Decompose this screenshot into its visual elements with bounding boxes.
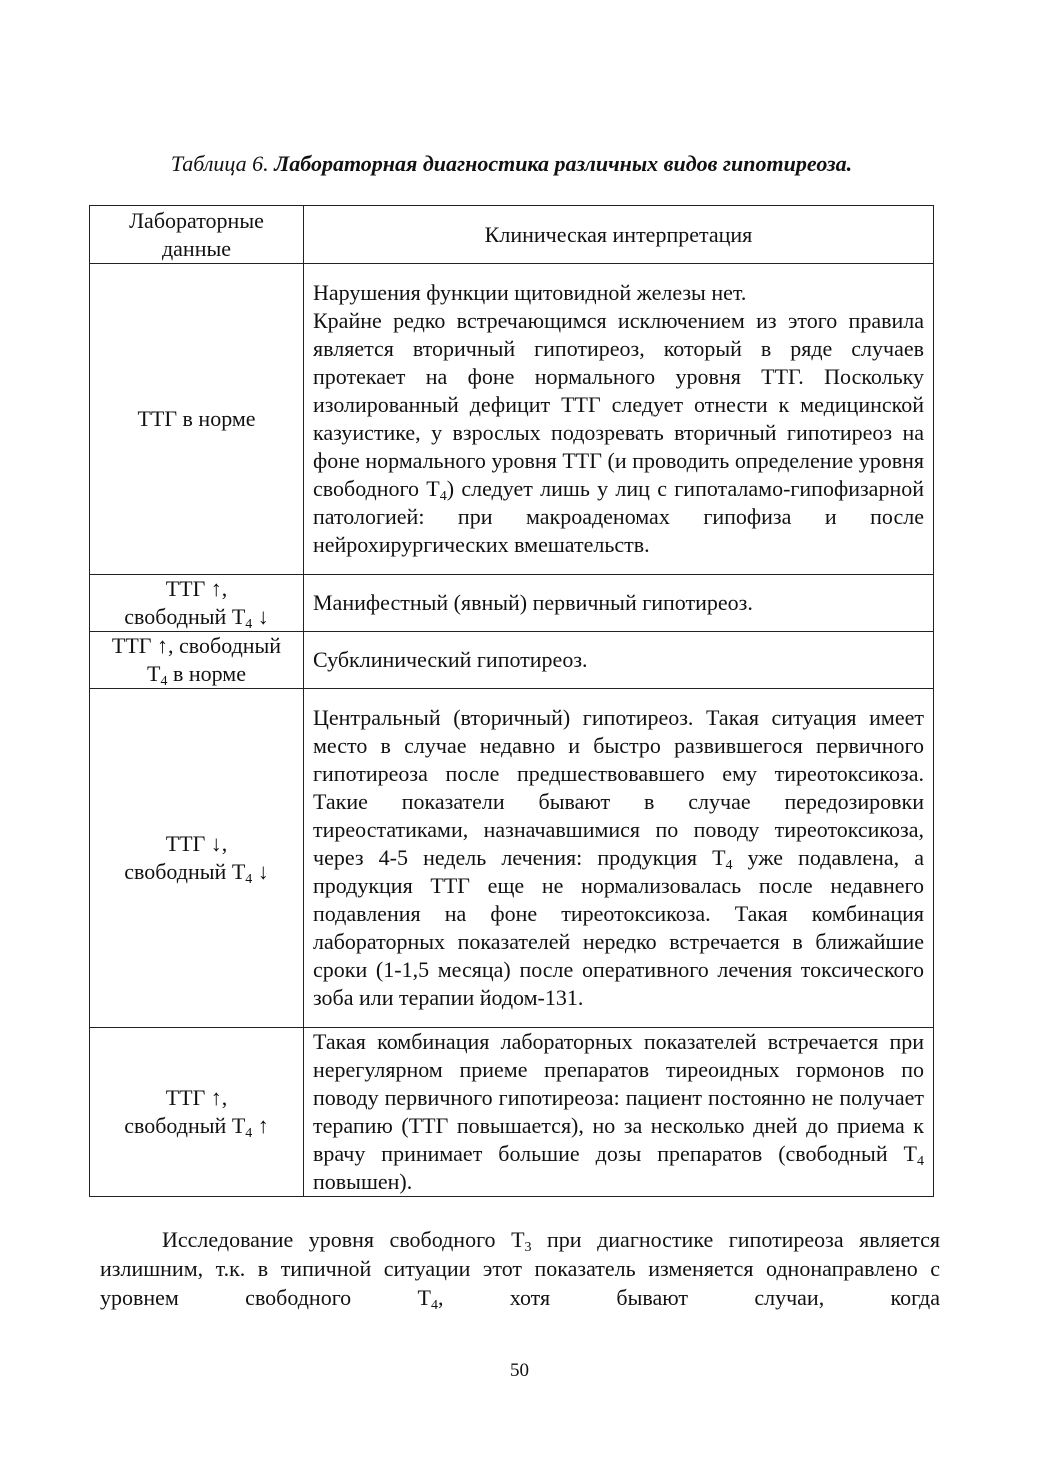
lab-diagnostics-table xyxy=(89,205,934,1197)
table-row xyxy=(90,632,934,689)
lab-data-text: ↓ xyxy=(252,604,269,629)
paragraph-text: Исследование уровня свободного Т xyxy=(162,1227,525,1252)
lab-data-text: свободный Т xyxy=(124,604,246,629)
subscript: 3 xyxy=(524,1240,532,1255)
table-caption xyxy=(90,150,933,178)
interpretation-text: Такая комбинация лабораторных показателей встречается при нерегулярном приеме препаратов тиреоидных гормонов по поводу первичного гипотиреоза: пациент постоянно не получает терапию (ТТГ повышается), но за несколько дней до приема к врачу принимает большие дозы препаратов (свободный Т xyxy=(313,1029,924,1166)
subscript: 4 xyxy=(439,489,447,504)
interpretation-text: уже подавлена, а продукция ТТГ еще не нормализовалась после недавнего подавления на фоне тиреотоксикоза. Такая комбинация лабораторных показателей нередко встречается в ближайшие сроки (1-1,5 месяца) после оперативного лечения токсического зоба или терапии йодом-131. xyxy=(313,845,924,1010)
subscript: 4 xyxy=(245,1126,253,1141)
interpretation-cell: Субклинический гипотиреоз. xyxy=(304,632,934,689)
lab-data-text: ТТГ в норме xyxy=(137,406,256,431)
subscript: 4 xyxy=(245,617,253,632)
lab-data-cell xyxy=(90,264,304,575)
lab-data-line: ТТГ ↑, свободный xyxy=(111,633,282,658)
caption-title: Лабораторная диагностика различных видов гипотиреоза. xyxy=(274,151,853,176)
lab-data-cell xyxy=(90,575,304,632)
interpretation-line: Нарушения функции щитовидной железы нет. xyxy=(313,280,747,305)
lab-data-line xyxy=(99,1112,294,1140)
interpretation-cell xyxy=(304,1028,934,1197)
subscript: 4 xyxy=(725,858,733,873)
header-interpretation: Клиническая интерпретация xyxy=(304,206,934,264)
subscript: 4 xyxy=(245,872,253,887)
paragraph-text: при диагностике гипотиреоза является излишним, т.к. в типичной ситуации этот показатель изменяется однонаправлено с уровнем свободного Т xyxy=(100,1227,940,1310)
lab-data-text: в норме xyxy=(167,661,246,686)
lab-data-cell xyxy=(90,632,304,689)
caption-lead: Таблица 6. xyxy=(170,151,275,176)
lab-data-text: ↓ xyxy=(252,859,269,884)
lab-data-line xyxy=(99,603,294,631)
interpretation-cell xyxy=(304,689,934,1028)
table-header-row xyxy=(90,206,934,264)
interpretation-cell xyxy=(304,264,934,575)
lab-data-text: свободный Т xyxy=(124,1113,246,1138)
lab-data-line: ТТГ ↑, xyxy=(165,1085,228,1110)
lab-data-cell xyxy=(90,1028,304,1197)
subscript: 4 xyxy=(917,1154,924,1169)
header-lab-data: Лабораторные данные xyxy=(90,206,304,264)
table-row xyxy=(90,575,934,632)
interpretation-cell: Манифестный (явный) первичный гипотиреоз. xyxy=(304,575,934,632)
lab-data-line xyxy=(99,858,294,886)
table-row xyxy=(90,264,934,575)
lab-data-cell xyxy=(90,689,304,1028)
interpretation-paragraph xyxy=(313,307,924,559)
lab-data-line: ТТГ ↓, xyxy=(165,831,228,856)
interpretation-text: повышен). xyxy=(313,1169,413,1194)
interpretation-text: ) следует лишь у лиц с гипоталамо-гипофизарной патологией: при макроаденомах гипофиза и после нейрохирургических вмешательств. xyxy=(313,476,924,557)
lab-data-line xyxy=(99,660,294,688)
subscript: 4 xyxy=(160,674,168,689)
table-row xyxy=(90,1028,934,1197)
lab-data-text: ↑ xyxy=(252,1113,269,1138)
lab-data-text: свободный Т xyxy=(124,859,246,884)
interpretation-text: Крайне редко встречающимся исключением из этого правила является вторичный гипотиреоз, который в ряде случаев протекает на фоне нормального уровня ТТГ. Поскольку изолированный дефицит ТТГ следует отнести к медицинской казуистике, у взрослых подозревать вторичный гипотиреоз на фоне нормального уровня ТТГ (и проводить определение уровня свободного Т xyxy=(313,308,924,501)
lab-data-text: Т xyxy=(147,661,161,686)
body-paragraph xyxy=(100,1225,940,1312)
page-number: 50 xyxy=(510,1360,529,1381)
paragraph-text: , хотя бывают случаи, когда xyxy=(437,1285,940,1310)
subscript: 4 xyxy=(430,1298,438,1313)
table-row xyxy=(90,689,934,1028)
interpretation-text: Центральный (вторичный) гипотиреоз. Такая ситуация имеет место в случае недавно и быстро развившегося первичного гипотиреоза после предшествовавшего ему тиреотоксикоза. Такие показатели бывают в случае передозировки тиреостатиками, назначавшимися по поводу тиреотоксикоза, через 4-5 недель лечения: продукция Т xyxy=(313,705,924,870)
lab-data-line: ТТГ ↑, xyxy=(165,576,228,601)
